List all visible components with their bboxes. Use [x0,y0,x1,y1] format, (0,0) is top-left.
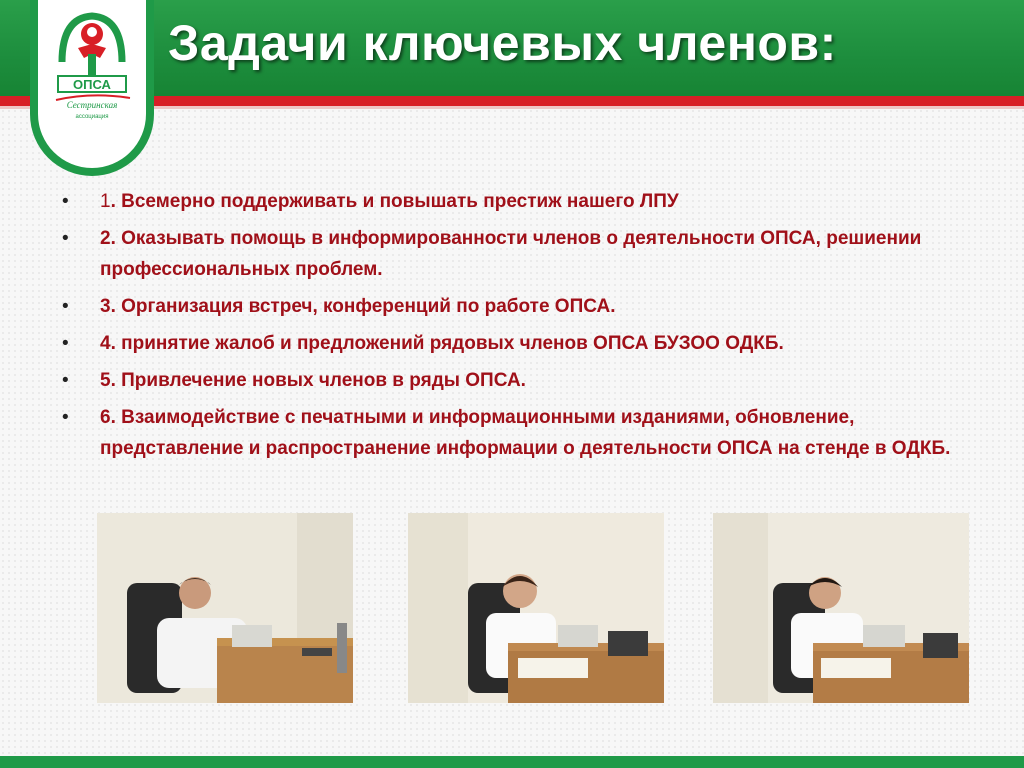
bullet-marker: • [62,191,69,212]
logo-abbr: ОПСА [73,77,111,92]
bullet-marker: • [62,333,69,354]
photo-3 [713,513,969,703]
item-text: 6. Взаимодействие с печатными и информационными изданиями, обновление, представление и распространение информации о деятельности ОПСА на стенде в ОДКБ. [100,407,951,459]
office-photo-icon [408,513,664,703]
bullet-marker: • [62,228,69,249]
bullet-marker: • [62,296,69,317]
item-text: 3. Организация встреч, конференций по работе ОПСА. [100,296,616,317]
page-title: Задачи ключевых членов: [168,15,837,71]
bullet-marker: • [62,370,69,391]
list-item [62,365,962,396]
item-text: . Всемерно поддерживать и повышать престиж нашего ЛПУ [110,191,679,212]
item-text: 4. принятие жалоб и предложений рядовых членов ОПСА БУЗОО ОДКБ. [100,333,784,354]
opsa-emblem-icon [38,0,146,168]
item-number: 1 [100,191,111,212]
footer-band [0,756,1024,768]
item-text: 2. Оказывать помощь в информированности членов о деятельности ОПСА, решиении профессиональных проблем. [100,228,922,280]
photo-2 [408,513,664,703]
logo-line2: ассоциация [75,114,109,120]
list-item [62,291,962,322]
task-list [62,186,962,470]
logo-line1: Сестринская [66,100,118,110]
list-item [62,223,962,285]
list-item [62,186,962,217]
logo [30,0,154,176]
bullet-marker: • [62,407,69,428]
item-text: 5. Привлечение новых членов в ряды ОПСА. [100,370,526,391]
office-photo-icon [97,513,353,703]
office-photo-icon [713,513,969,703]
photo-1 [97,513,353,703]
list-item [62,328,962,359]
list-item [62,402,962,464]
logo-inner [38,0,146,168]
